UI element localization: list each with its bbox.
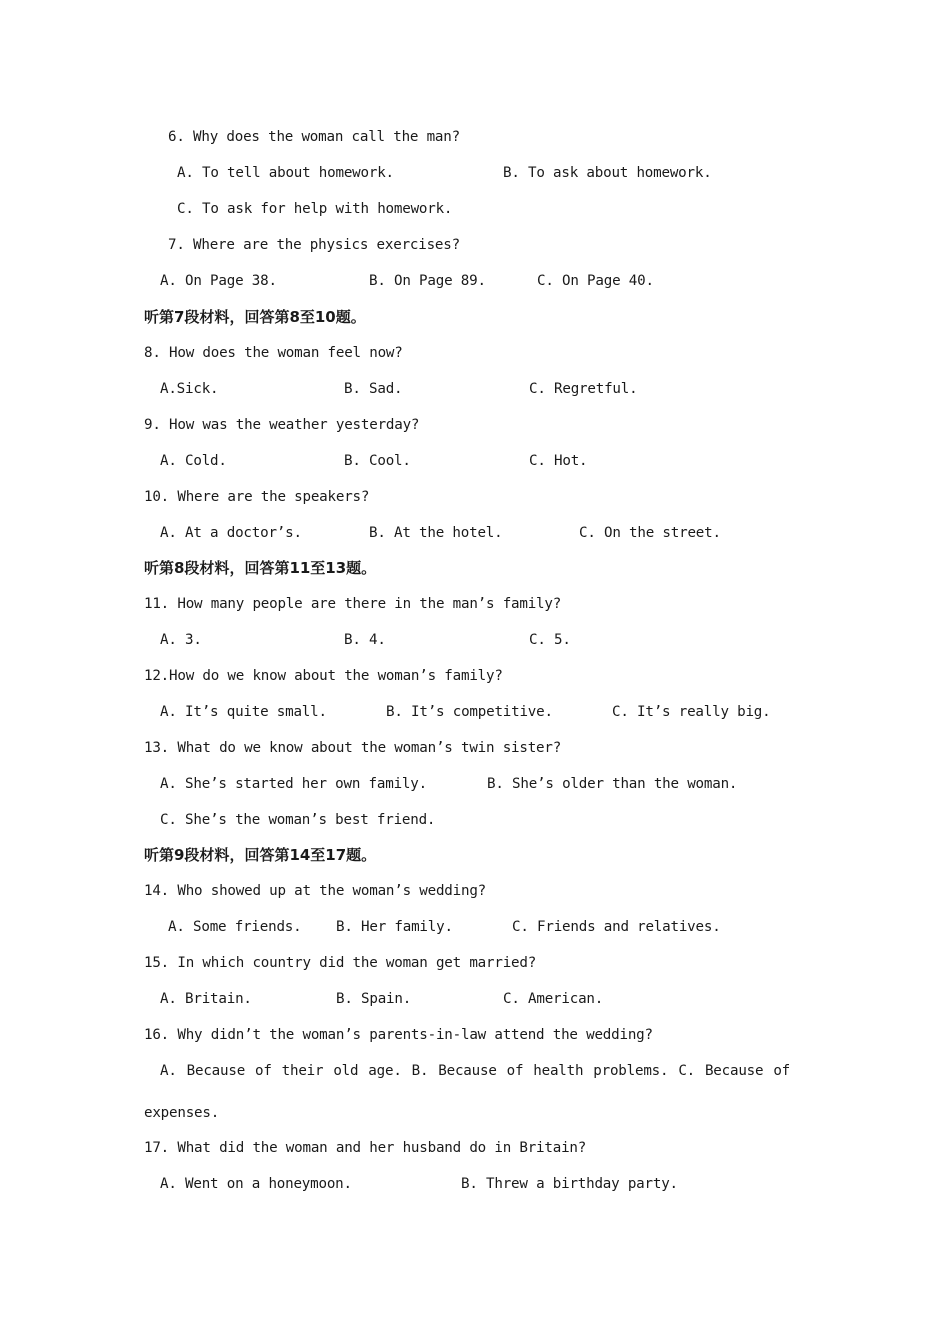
q9-option-b: B. Cool. [344,453,411,469]
q16-options: A. Because of their old age. B. Because of health problems. C. Because of expenses. [144,1063,790,1121]
section-heading-7: 听第7段材料，回答第8至10题。 [144,308,366,326]
section-heading-9: 听第9段材料，回答第14至17题。 [144,846,377,864]
q8-option-a: A.Sick. [160,381,219,397]
question-7: 7. Where are the physics exercises? [168,237,460,253]
q7-option-b: B. On Page 89. [369,273,486,289]
q17-option-b: B. Threw a birthday party. [461,1176,678,1192]
q12-option-a: A. It’s quite small. [160,704,327,720]
q15-option-c: C. American. [503,991,604,1007]
question-15: 15. In which country did the woman get married? [144,955,537,971]
q10-option-c: C. On the street. [579,525,721,541]
question-6: 6. Why does the woman call the man? [168,129,460,145]
question-11: 11. How many people are there in the man’s family? [144,596,562,612]
q11-option-b: B. 4. [344,632,386,648]
question-12: 12.How do we know about the woman’s family? [144,668,503,684]
q7-option-c: C. On Page 40. [537,273,654,289]
q14-option-c: C. Friends and relatives. [512,919,721,935]
q10-option-a: A. At a doctor’s. [160,525,302,541]
q12-option-c: C. It’s really big. [612,704,771,720]
q9-option-a: A. Cold. [160,453,227,469]
q10-option-b: B. At the hotel. [369,525,503,541]
q17-option-a: A. Went on a honeymoon. [160,1176,352,1192]
question-10: 10. Where are the speakers? [144,489,370,505]
q15-option-b: B. Spain. [336,991,412,1007]
question-14: 14. Who showed up at the woman’s wedding? [144,883,487,899]
q6-option-a: A. To tell about homework. [177,165,394,181]
section-heading-8: 听第8段材料，回答第11至13题。 [144,559,377,577]
q11-option-a: A. 3. [160,632,202,648]
question-13: 13. What do we know about the woman’s twin sister? [144,740,562,756]
question-17: 17. What did the woman and her husband do in Britain? [144,1140,587,1156]
q12-option-b: B. It’s competitive. [386,704,553,720]
q7-option-a: A. On Page 38. [160,273,277,289]
q14-option-a: A. Some friends. [168,919,302,935]
q9-option-c: C. Hot. [529,453,588,469]
question-8: 8. How does the woman feel now? [144,345,403,361]
q15-option-a: A. Britain. [160,991,252,1007]
q6-option-b: B. To ask about homework. [503,165,712,181]
question-16: 16. Why didn’t the woman’s parents-in-law attend the wedding? [144,1027,653,1043]
q8-option-c: C. Regretful. [529,381,638,397]
q8-option-b: B. Sad. [344,381,403,397]
q13-option-b: B. She’s older than the woman. [487,776,738,792]
q6-option-c: C. To ask for help with homework. [177,201,453,217]
q11-option-c: C. 5. [529,632,571,648]
question-9: 9. How was the weather yesterday? [144,417,420,433]
q13-option-c: C. She’s the woman’s best friend. [160,812,436,828]
q14-option-b: B. Her family. [336,919,453,935]
q13-option-a: A. She’s started her own family. [160,776,427,792]
